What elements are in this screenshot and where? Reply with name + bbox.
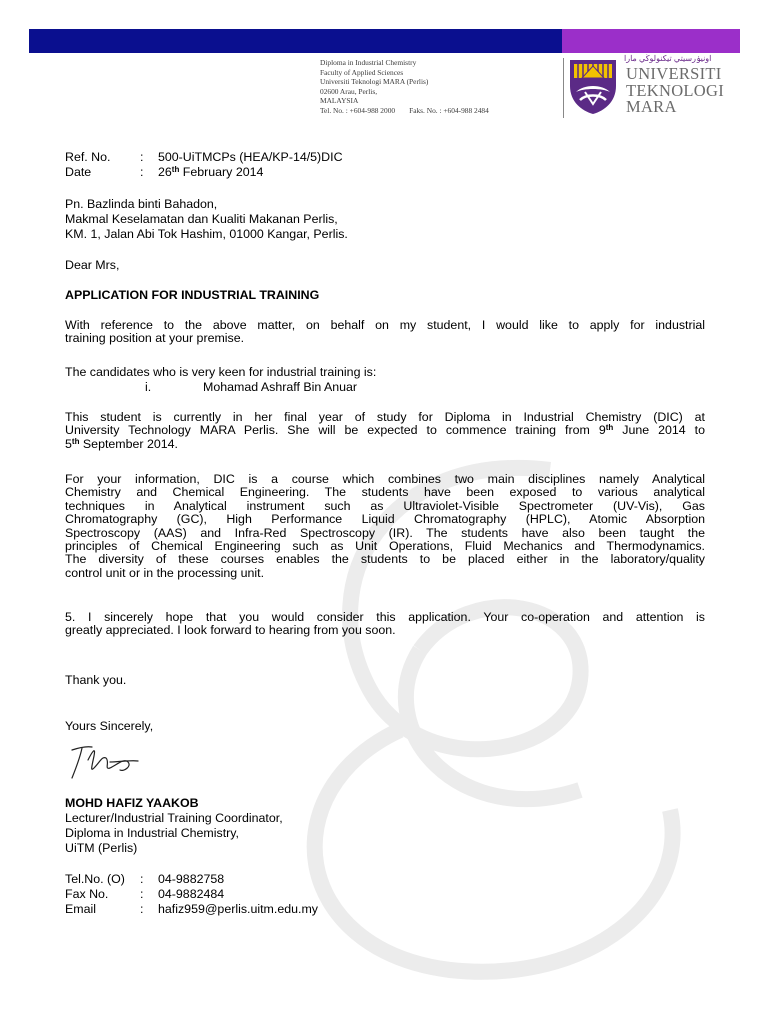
paragraph-line: Spectroscopy (AAS) and Infra-Red Spectroscopy (IR). The students have also been taught the xyxy=(65,525,705,540)
header-band-blue xyxy=(29,29,562,53)
address-line: MALAYSIA xyxy=(320,96,359,106)
contact-value: 04-9882758 xyxy=(158,872,225,886)
paragraph-line: training position at your premise. xyxy=(65,331,245,346)
recipient-line: Makmal Keselamatan dan Kualiti Makanan Perlis, xyxy=(65,212,338,226)
date-separator: : xyxy=(140,165,144,179)
signatory-name: MOHD HAFIZ YAAKOB xyxy=(65,796,199,810)
paragraph-line: techniques in Analytical instrument such as Ultraviolet-Visible Spectrometer (UV-Vis), Gas xyxy=(65,498,705,513)
thanks: Thank you. xyxy=(65,673,127,687)
date-row xyxy=(65,165,263,179)
contact-separator: : xyxy=(140,872,144,886)
ref-value: 500-UiTMCPs (HEA/KP-14/5)DIC xyxy=(158,150,343,164)
university-name-line: UNIVERSITI xyxy=(626,64,722,83)
letterhead-fax: Faks. No. : +604-988 2484 xyxy=(409,105,489,115)
letterhead-phone-fax xyxy=(320,106,503,116)
signatory-org: UiTM (Perlis) xyxy=(65,841,138,855)
contact-row-tel xyxy=(65,872,224,886)
salutation: Dear Mrs, xyxy=(65,258,120,272)
recipient-name: Pn. Bazlinda binti Bahadon, xyxy=(65,197,218,211)
contact-value: 04-9882484 xyxy=(158,887,225,901)
line-part: 5 xyxy=(65,436,72,451)
paragraph-line: This student is currently in her final year of study for Diploma in Industrial Chemistry (DIC) at xyxy=(65,410,705,424)
paragraph-intro xyxy=(65,319,705,346)
paragraph-line: The diversity of these courses enables the students to be placed either in the laboratory/quality xyxy=(65,552,705,567)
letterhead-address xyxy=(320,58,503,116)
signatory-title: Lecturer/Industrial Training Coordinator, xyxy=(65,811,283,825)
paragraph-closing xyxy=(65,611,705,638)
paragraph-student xyxy=(65,411,705,451)
university-name-arabic: اونيۏرسيتي تيکنولوڬي مارا xyxy=(624,54,712,63)
letterhead-tel: Tel. No. : +604-988 2000 xyxy=(320,105,396,115)
ref-label: Ref. No. xyxy=(65,150,111,164)
line-part: University Technology MARA Perlis. She will be expected to commence training from 9 xyxy=(65,423,606,438)
uitm-crest-icon xyxy=(566,56,620,116)
subject-heading: APPLICATION FOR INDUSTRIAL TRAINING xyxy=(65,288,320,302)
candidates-intro: The candidates who is very keen for industrial training is: xyxy=(65,365,377,379)
ordinal-suffix: th xyxy=(605,423,614,433)
contact-label: Email xyxy=(65,902,96,916)
paragraph-line xyxy=(65,424,705,437)
email-link[interactable]: hafiz959@perlis.uitm.edu.my xyxy=(158,902,318,916)
contact-separator: : xyxy=(140,887,144,901)
signature-image xyxy=(66,740,146,782)
candidate-index: i. xyxy=(145,380,152,394)
date-label: Date xyxy=(65,165,92,179)
address-line: Universiti Teknologi MARA (Perlis) xyxy=(320,77,429,87)
university-name xyxy=(626,66,724,116)
paragraph-line: With reference to the above matter, on behalf on my student, I would like to apply for industrial xyxy=(65,318,705,332)
ref-row xyxy=(65,150,343,164)
date-rest: February 2014 xyxy=(179,165,264,179)
address-line: 02600 Arau, Perlis, xyxy=(320,86,378,96)
header-band-purple xyxy=(562,29,740,53)
contact-label: Tel.No. (O) xyxy=(65,872,125,886)
line-part: June 2014 to xyxy=(613,423,705,438)
paragraph-line: Chemistry and Chemical Engineering. The students have been exposed to various analytical xyxy=(65,485,705,500)
university-name-line: MARA xyxy=(626,97,677,116)
paragraph-course-info xyxy=(65,473,705,580)
closing: Yours Sincerely, xyxy=(65,719,154,733)
recipient-line: KM. 1, Jalan Abi Tok Hashim, 01000 Kangar, Perlis. xyxy=(65,227,348,241)
line-part: September 2014. xyxy=(79,436,178,451)
paragraph-line: 5. I sincerely hope that you would consider this application. Your co-operation and attention is xyxy=(65,610,705,624)
contact-label: Fax No. xyxy=(65,887,109,901)
contact-separator: : xyxy=(140,902,144,916)
contact-row-fax xyxy=(65,887,224,901)
address-line: Diploma in Industrial Chemistry xyxy=(320,58,417,67)
ordinal-suffix: th xyxy=(71,436,80,446)
paragraph-line xyxy=(65,438,705,451)
paragraph-line: principles of Chemical Engineering such as Unit Operations, Fluid Mechanics and Thermodynamics. xyxy=(65,539,705,554)
ref-separator: : xyxy=(140,150,144,164)
address-line: Faculty of Applied Sciences xyxy=(320,67,404,77)
signatory-dept: Diploma in Industrial Chemistry, xyxy=(65,826,239,840)
paragraph-line: control unit or in the processing unit. xyxy=(65,565,265,580)
candidate-name: Mohamad Ashraff Bin Anuar xyxy=(203,380,358,394)
paragraph-line: For your information, DIC is a course which combines two main disciplines namely Analytical xyxy=(65,472,705,486)
university-name-line: TEKNOLOGI xyxy=(626,80,725,100)
date-day: 26 xyxy=(158,165,172,179)
date-suffix: th xyxy=(171,165,180,174)
paragraph-line: greatly appreciated. I look forward to hearing from you soon. xyxy=(65,623,396,638)
logo-divider xyxy=(563,58,564,118)
contact-row-email xyxy=(65,902,318,916)
paragraph-line: Chromatography (GC), High Performance Liquid Chromatography (HPLC), Atomic Absorption xyxy=(65,512,705,527)
